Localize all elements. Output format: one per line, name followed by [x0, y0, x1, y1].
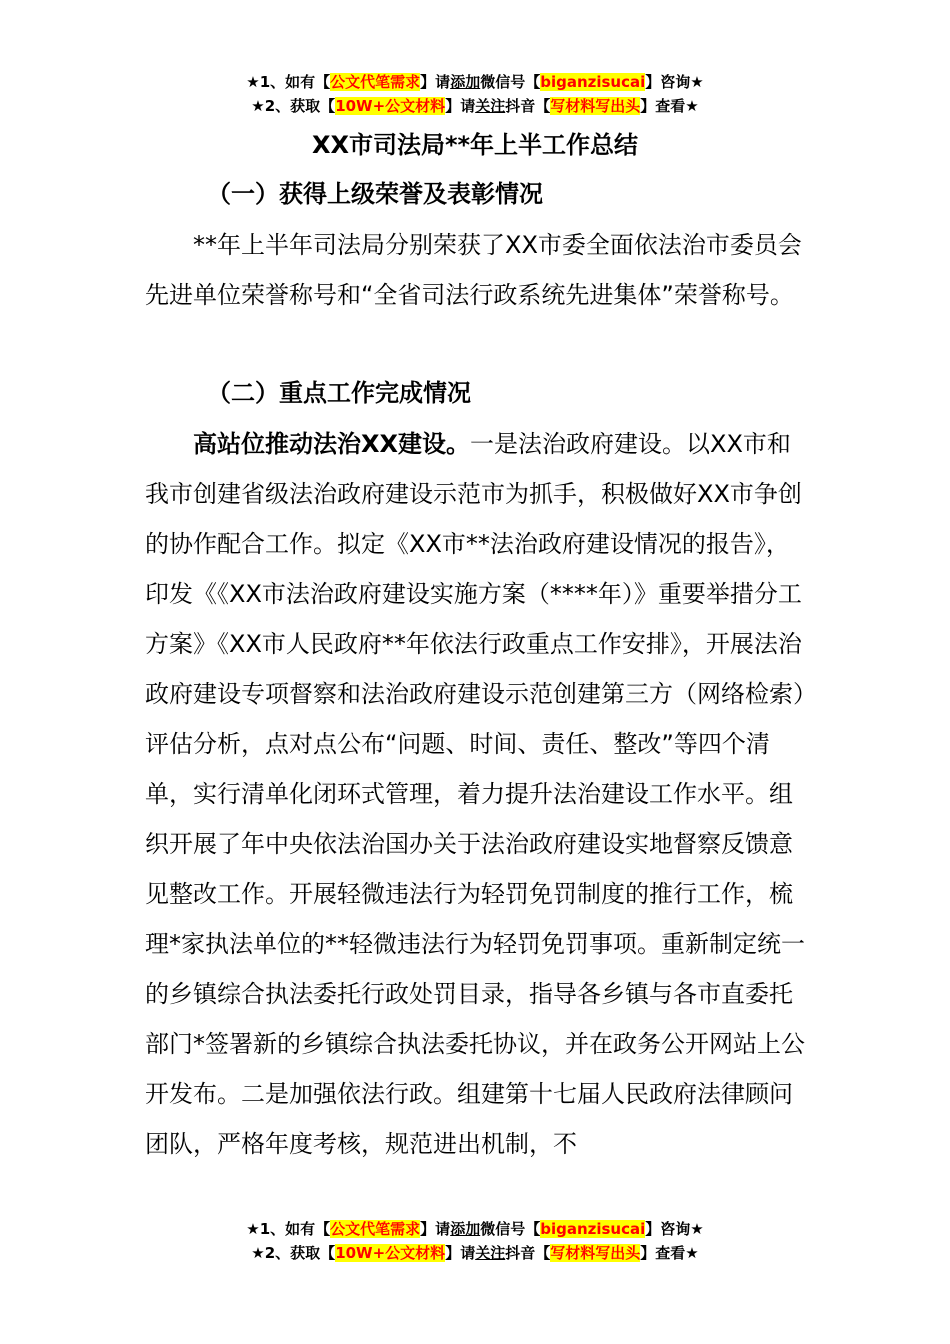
promo-text: ★2、获取【 [251, 1244, 336, 1262]
section-2-heading: （二）重点工作完成情况 [207, 379, 471, 407]
section-1-paragraph: **年上半年司法局分别荣获了XX市委全面依法治市委员会先进单位荣誉称号和“全省司法行政系统先进集体”荣誉称号。 [145, 231, 802, 309]
section-1-heading: （一）获得上级荣誉及表彰情况 [207, 180, 543, 208]
promo-text: ★2、获取【 [251, 97, 336, 115]
promo-underline: 添加 [450, 73, 481, 91]
promo-underline: 关注 [475, 1244, 506, 1262]
promo-text: ★1、如有【 [246, 73, 331, 91]
promo-highlight: 写材料写出头 [550, 1244, 641, 1262]
promo-text: 】查看★ [640, 1244, 699, 1262]
promo-highlight: 写材料写出头 [550, 97, 641, 115]
promo-highlight: biganzisucai [540, 73, 646, 91]
promo-text: 抖音【 [505, 1244, 551, 1262]
promo-text: 】查看★ [640, 97, 699, 115]
promo-underline: 添加 [450, 1220, 481, 1238]
promo-text: 微信号【 [480, 73, 541, 91]
promo-text: 】请 [445, 97, 476, 115]
promo-highlight: 10W+公文材料 [335, 97, 446, 115]
promo-highlight: biganzisucai [540, 1220, 646, 1238]
promo-highlight: 公文代笔需求 [330, 1220, 421, 1238]
promo-text: 】请 [420, 73, 451, 91]
promo-highlight: 公文代笔需求 [330, 73, 421, 91]
section-2-paragraph [145, 419, 809, 1169]
promo-text: 】咨询★ [645, 1220, 704, 1238]
promo-text: ★1、如有【 [246, 1220, 331, 1238]
promo-text: 】请 [420, 1220, 451, 1238]
promo-line-1-bottom [0, 1217, 950, 1265]
section-2-body: 一是法治政府建设。以XX市和我市创建省级法治政府建设示范市为抓手，积极做好XX市争创的协作配合工作。拟定《XX市**法治政府建设情况的报告》，印发《《XX市法治政府建设实施方案（****年）》重要举措分工方案》《XX市人民政府**年依法行政重点工作安排》，开展法治政府建设专项督察和法治政府建设示范创建第三方（网络检索）评估分析，点对点公布“问题、时间、责任、整改”等四个清单，实行清单化闭环式管理，着力提升法治建设工作水平。组织开展了年中央依法治国办关于法治政府建设实地督察反馈意见整改工作。开展轻微违法行为轻罚免罚制度的推行工作，梳理*家执法单位的**轻微违法行为轻罚免罚事项。重新制定统一的乡镇综合执法委托行政处罚目录，指导各乡镇与各市直委托部门*签署新的乡镇综合执法委托协议，并在政务公开网站上公开发布。二是加强依法行政。组建第十七届人民政府法律顾问团队，严格年度考核，规范进出机制，不 [145, 430, 805, 1158]
promo-underline: 关注 [475, 97, 506, 115]
promo-text: 抖音【 [505, 97, 551, 115]
section-2-lead: 高站位推动法治XX建设。 [193, 430, 471, 458]
promo-text: 】请 [445, 1244, 476, 1262]
document-title: XX市司法局**年上半工作总结 [311, 131, 639, 159]
promo-highlight: 10W+公文材料 [335, 1244, 446, 1262]
promo-text: 】咨询★ [645, 73, 704, 91]
promo-line-1-top [0, 70, 950, 118]
promo-text: 微信号【 [480, 1220, 541, 1238]
